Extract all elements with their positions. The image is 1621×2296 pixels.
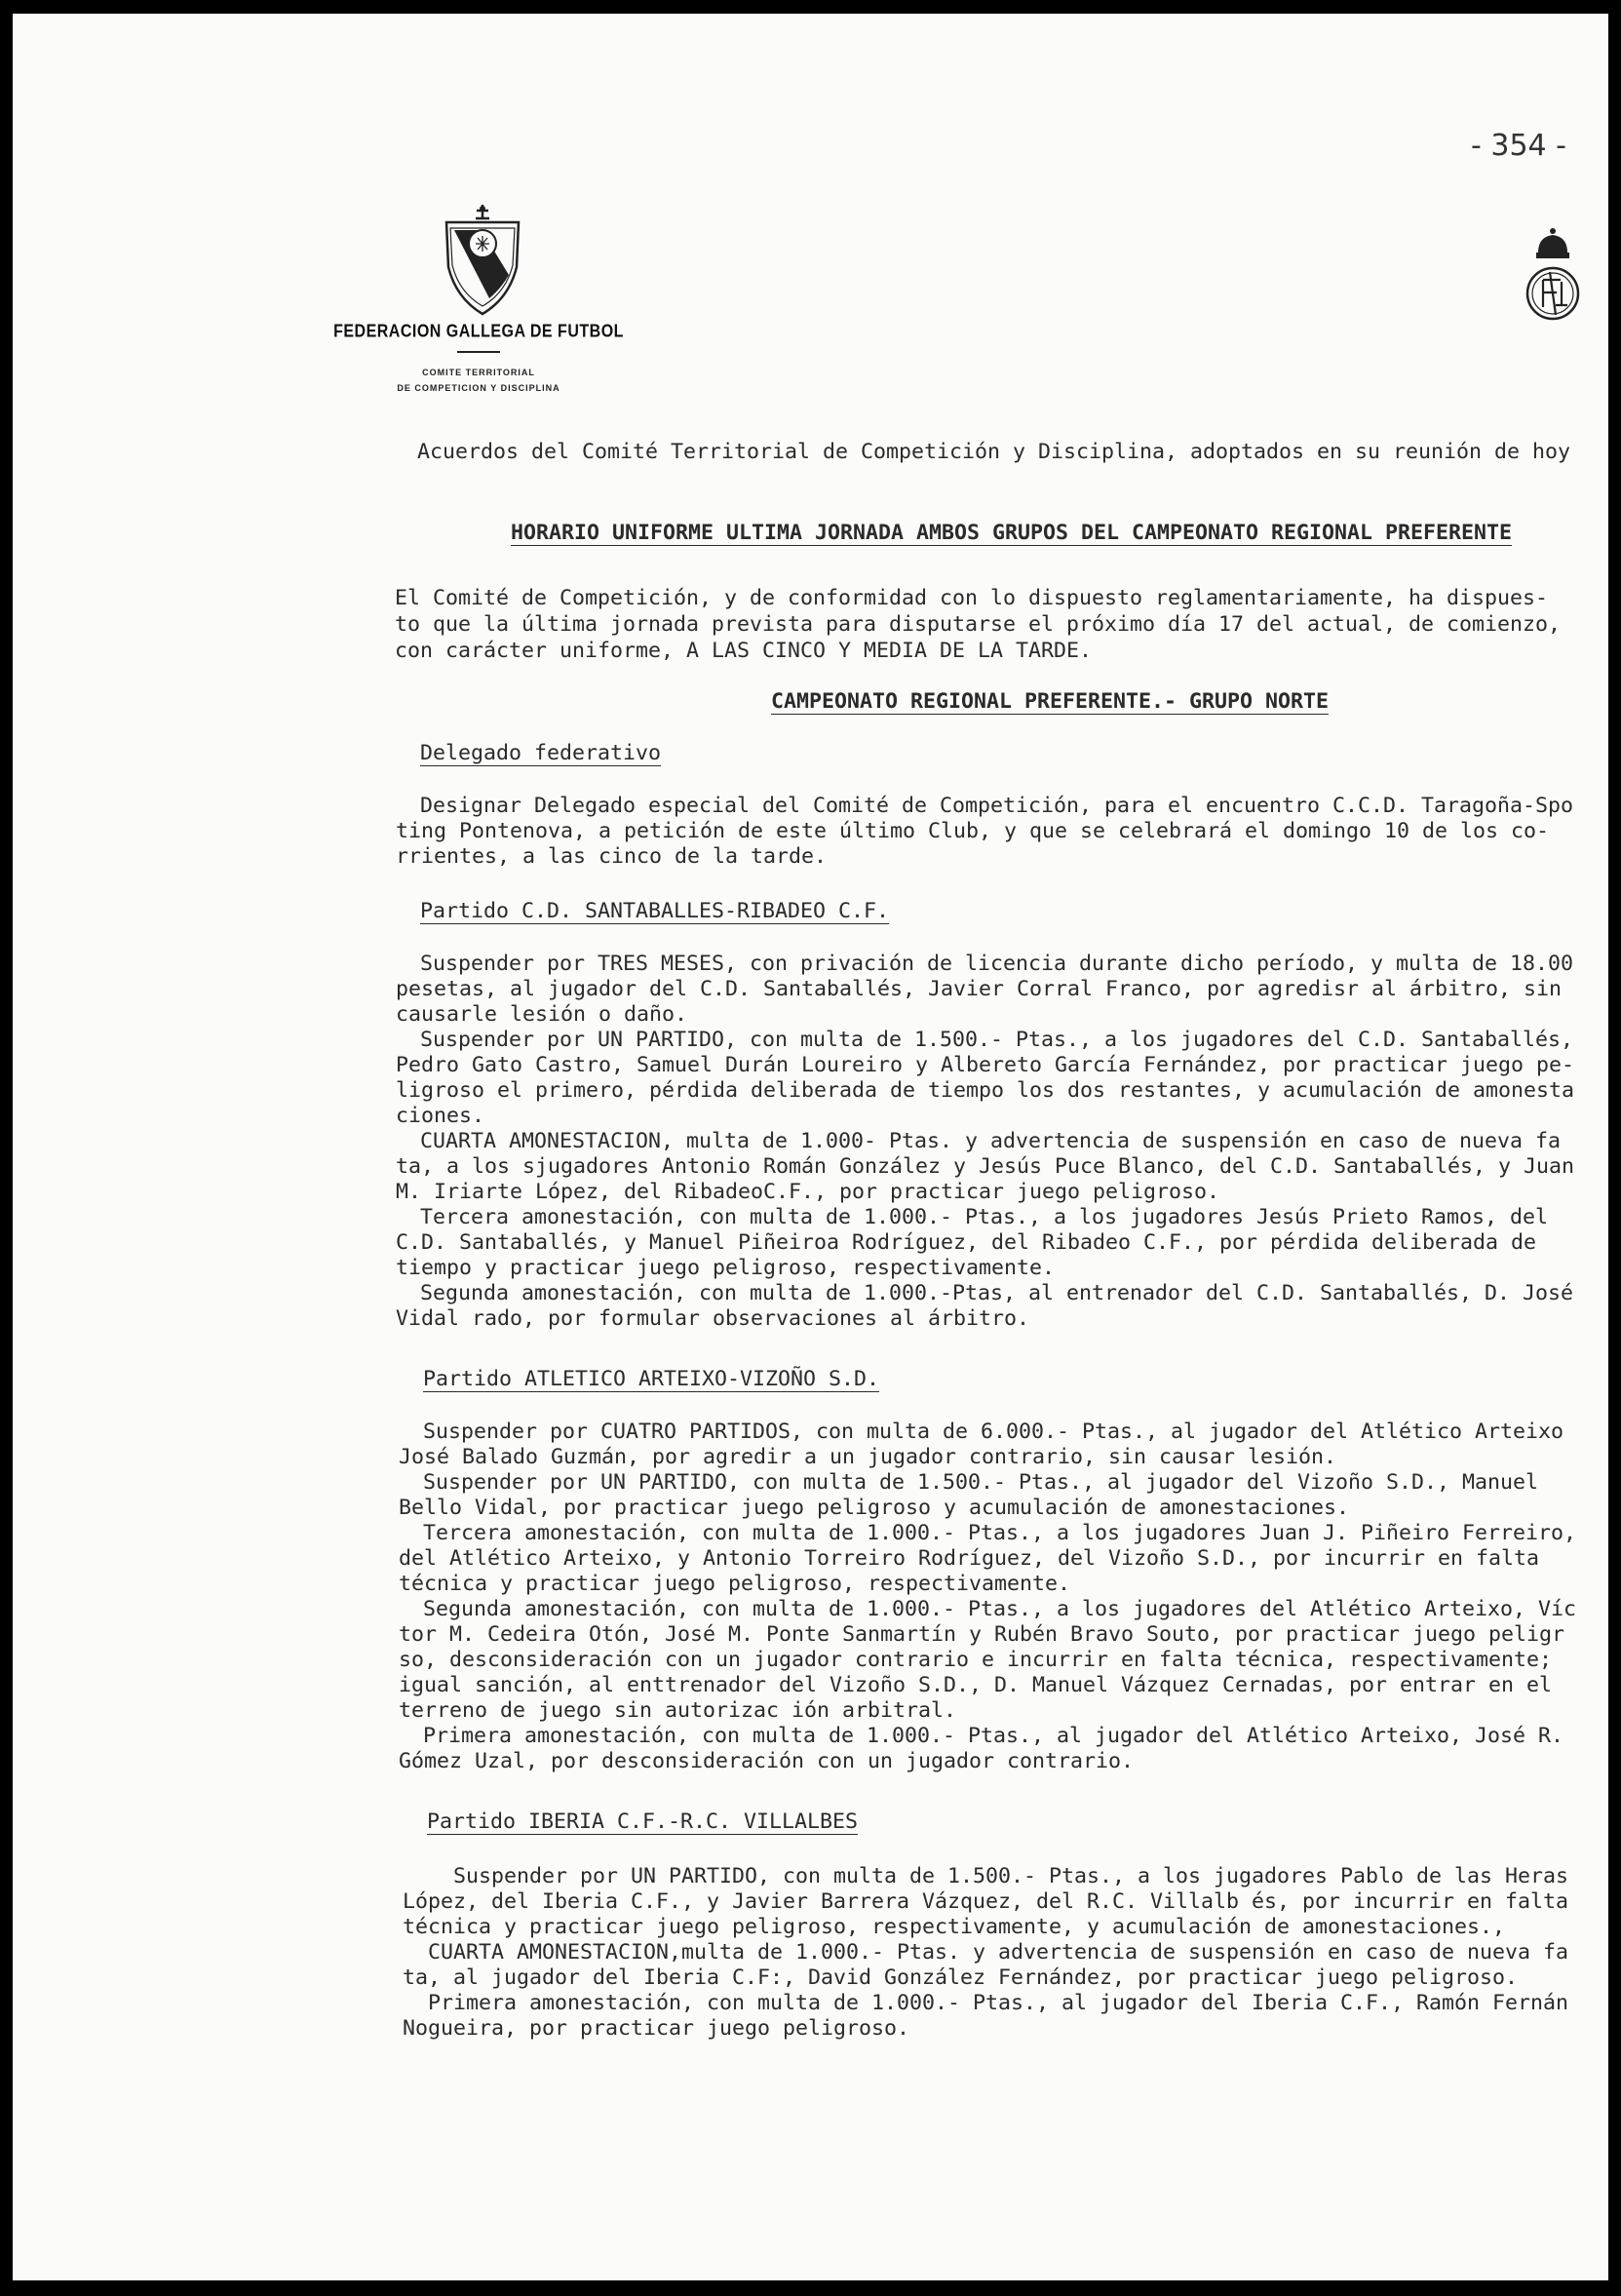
paragraph-line: tor M. Cedeira Otón, José M. Ponte Sanmartín y Rubén Bravo Souto, por practicar juego peligr [399,1622,1565,1647]
paragraph-line: López, del Iberia C.F., y Javier Barrera Vázquez, del R.C. Villalb és, por incurrir en falta [403,1889,1569,1914]
schedule-line: to que la última jornada prevista para disputarse el próximo día 17 del actual, de comienzo, [395,612,1562,637]
paragraph-line: Bello Vidal, por practicar juego peligroso y acumulación de amonestaciones. [399,1496,1350,1520]
section-heading: Partido IBERIA C.F.-R.C. VILLALBES [427,1810,859,1834]
paragraph-line: Designar Delegado especial del Comité de Competición, para el encuentro C.C.D. Taragoña-Spo [420,794,1574,818]
schedule-title: HORARIO UNIFORME ULTIMA JORNADA AMBOS GRUPOS DEL CAMPEONATO REGIONAL PREFERENTE [511,521,1513,545]
paragraph-line: M. Iriarte López, del RibadeoC.F., por practicar juego peligroso. [396,1180,1220,1204]
paragraph-line: ciones. [396,1104,485,1128]
paragraph-line: Primera amonestación, con multa de 1.000.- Ptas., al jugador del Iberia C.F., Ramón Fernán [428,1991,1569,2015]
schedule-line: El Comité de Competición, y de conformidad con lo dispuesto reglamentariamente, ha dispues- [395,586,1549,610]
paragraph-line: Segunda amonestación, con multa de 1.000.-Ptas, al entrenador del C.D. Santaballés, D. José [420,1281,1574,1305]
paragraph-line: pesetas, al jugador del C.D. Santaballés, Javier Corral Franco, por agredisr al árbitro, sin [396,977,1563,1001]
schedule-line: con carácter uniforme, A LAS CINCO Y MEDIA DE LA TARDE. [395,639,1093,663]
group-title: CAMPEONATO REGIONAL PREFERENTE.- GRUPO NORTE [771,689,1330,714]
paragraph-line: igual sanción, al enttrenador del Vizoño S.D., D. Manuel Vázquez Cernadas, por entrar en el [399,1673,1553,1697]
federation-shield-icon [439,199,526,316]
paragraph-line: Tercera amonestación, con multa de 1.000.- Ptas., a los jugadores Juan J. Piñeiro Ferreiro, [423,1521,1577,1545]
section-heading: Partido C.D. SANTABALLES-RIBADEO C.F. [420,899,890,923]
paragraph-line: ta, al jugador del Iberia C.F:, David González Fernández, por practicar juego peligroso. [403,1965,1519,1990]
paragraph-line: Tercera amonestación, con multa de 1.000.- Ptas., a los jugadores Jesús Prieto Ramos, del [420,1205,1549,1229]
header-divider [457,351,500,353]
paragraph-line: Suspender por UN PARTIDO, con multa de 1.500.- Ptas., a los jugadores del C.D. Santaballés, [420,1028,1574,1052]
paragraph-line: Primera amonestación, con multa de 1.000.- Ptas., al jugador del Atlético Arteixo, José R. [423,1724,1564,1748]
crowned-federation-emblem-icon [1519,223,1587,331]
paragraph-line: ta, a los sjugadores Antonio Román González y Jesús Puce Blanco, del C.D. Santaballés, y Juan [396,1154,1575,1179]
paragraph-line: tiempo y practicar juego peligroso, respectivamente. [396,1256,1056,1280]
paragraph-line: técnica y practicar juego peligroso, respectivamente. [399,1572,1071,1596]
federation-name: FEDERACION GALLEGA DE FUTBOL [333,322,624,342]
paragraph-line: Segunda amonestación, con multa de 1.000.- Ptas., a los jugadores del Atlético Arteixo, Víc [423,1597,1577,1621]
paragraph-line: Pedro Gato Castro, Samuel Durán Loureiro y Albereto García Fernández, por practicar juego pe- [396,1053,1575,1077]
paragraph-line: Suspender por CUATRO PARTIDOS, con multa de 6.000.- Ptas., al jugador del Atlético Arteixo [423,1420,1564,1444]
committee-line-1: COMITE TERRITORIAL [422,368,535,377]
section-heading: Partido ATLETICO ARTEIXO-VIZOÑO S.D. [423,1367,880,1391]
paragraph-line: Suspender por TRES MESES, con privación de licencia durante dicho período, y multa de 18.00 [420,952,1574,976]
paragraph-line: ting Pontenova, a petición de este último Club, y que se celebrará el domingo 10 de los co- [396,819,1550,843]
paragraph-line: terreno de juego sin autorizac ión arbitral. [399,1698,957,1723]
paragraph-line: Nogueira, por practicar juego peligroso. [403,2016,910,2041]
page-number: - 354 - [1471,129,1566,163]
paragraph-line: so, desconsideración con un jugador contrario e incurrir en falta técnica, respectivamente; [399,1648,1553,1672]
paragraph-line: CUARTA AMONESTACION, multa de 1.000- Ptas. y advertencia de suspensión en caso de nueva fa [420,1129,1562,1153]
paragraph-line: José Balado Guzmán, por agredir a un jugador contrario, sin causar lesión. [399,1445,1337,1469]
intro-line: Acuerdos del Comité Territorial de Competición y Disciplina, adoptados en su reunión de hoy [417,440,1571,464]
paragraph-line: causarle lesión o daño. [396,1002,688,1027]
paragraph-line: técnica y practicar juego peligroso, respectivamente, y acumulación de amonestaciones., [403,1915,1506,1939]
paragraph-line: rrientes, a las cinco de la tarde. [396,844,828,869]
paragraph-line: Vidal rado, por formular observaciones al árbitro. [396,1306,1030,1331]
committee-name [332,365,625,396]
paragraph-line: del Atlético Arteixo, y Antonio Torreiro Rodríguez, del Vizoño S.D., por incurrir en falta [399,1546,1540,1571]
committee-line-2: DE COMPETICION Y DISCIPLINA [397,383,560,393]
paragraph-line: ligroso el primero, pérdida deliberada de tiempo los dos restantes, y acumulación de amonesta [396,1078,1575,1103]
section-heading: Delegado federativo [420,741,662,765]
paragraph-line: C.D. Santaballés, y Manuel Piñeiroa Rodríguez, del Ribadeo C.F., por pérdida deliberada de [396,1230,1537,1255]
paragraph-line: CUARTA AMONESTACION,multa de 1.000.- Ptas. y advertencia de suspensión en caso de nueva fa [428,1940,1569,1965]
paragraph-line: Gómez Uzal, por desconsideración con un jugador contrario. [399,1749,1135,1773]
paragraph-line: Suspender por UN PARTIDO, con multa de 1.500.- Ptas., al jugador del Vizoño S.D., Manuel [423,1470,1539,1495]
document-page [13,14,1608,2280]
paragraph-line: Suspender por UN PARTIDO, con multa de 1.500.- Ptas., a los jugadores Pablo de las Heras [453,1864,1569,1888]
